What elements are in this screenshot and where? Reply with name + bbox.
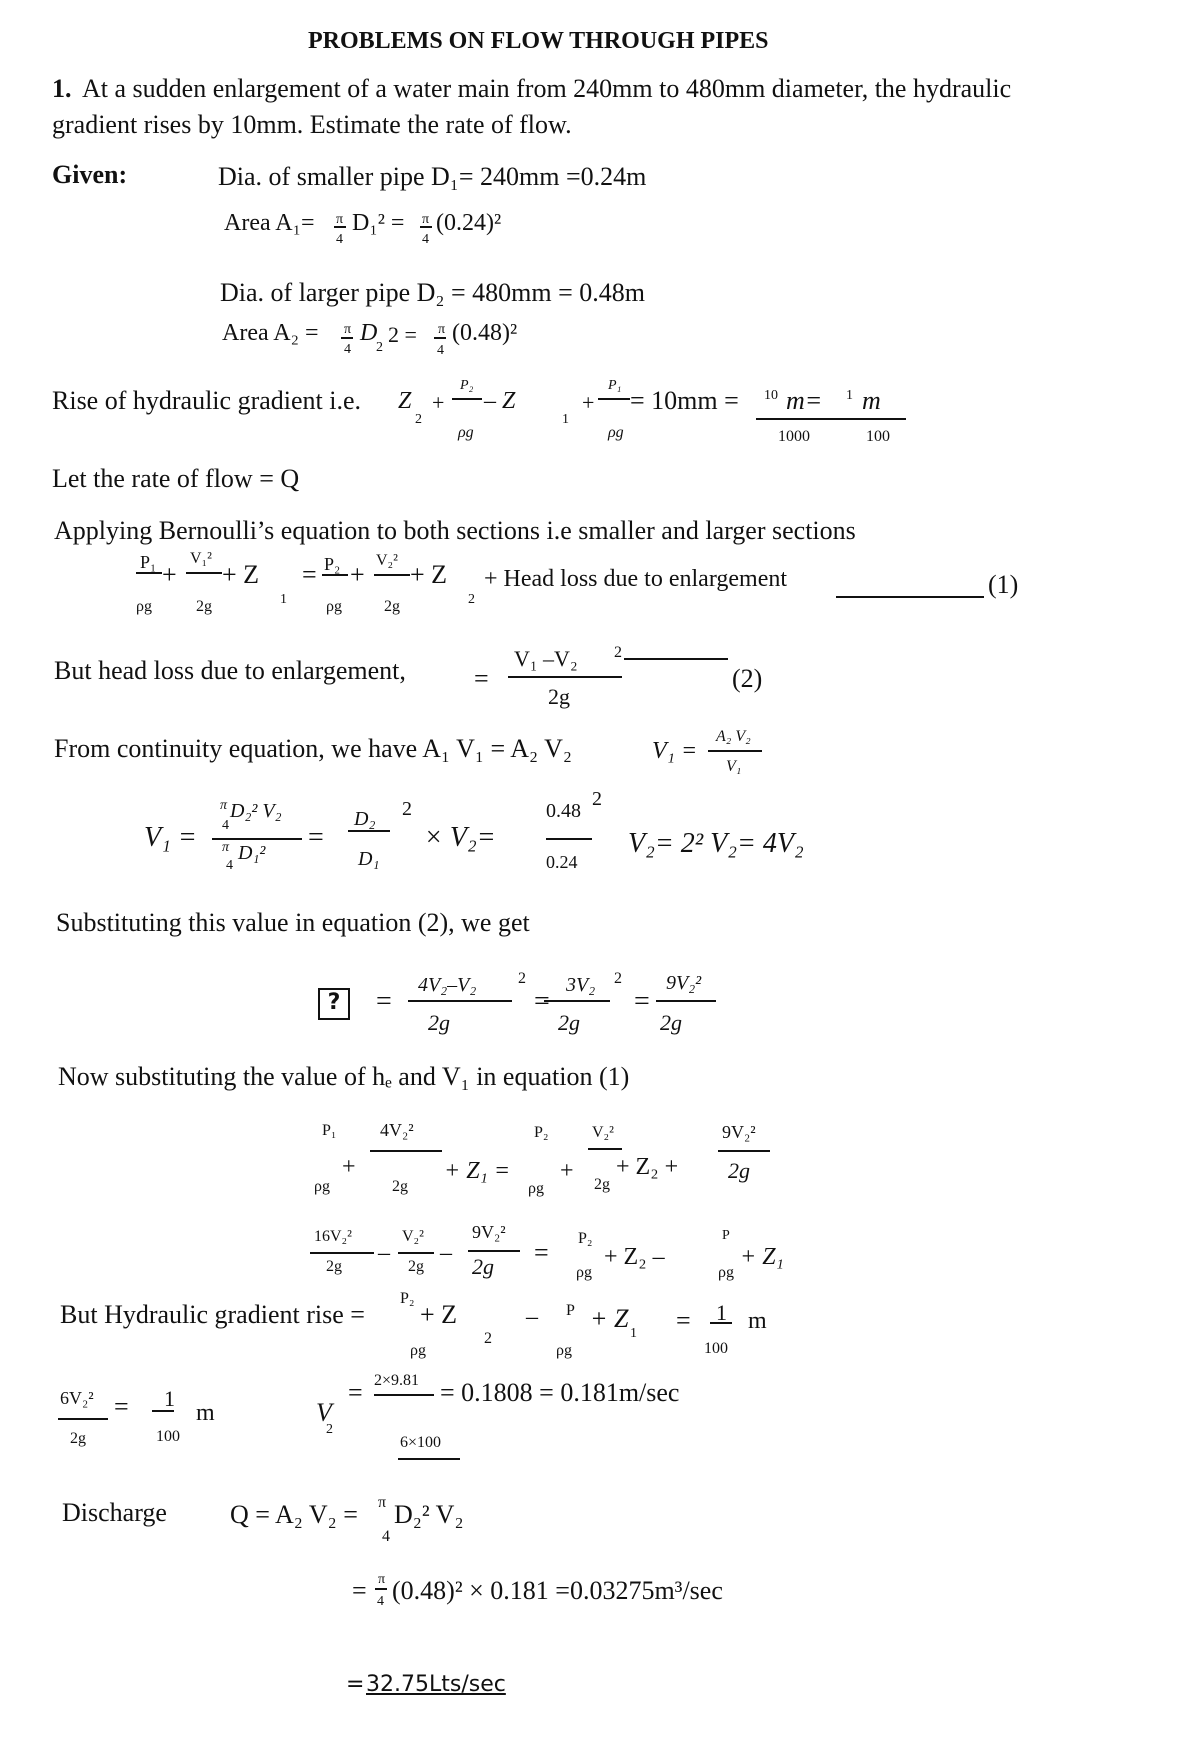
discharge-calc: (0.48)² × 0.181 =0.03275m³/sec	[392, 1576, 723, 1605]
discharge-frac-bar	[375, 1588, 387, 1590]
discharge-formula: Q = A₂ V₂ =	[230, 1500, 358, 1529]
eq3-v2-4: 4V₂²	[380, 1120, 414, 1140]
a1-pi-2: π	[422, 212, 430, 227]
page-title: PROBLEMS ON FLOW THROUGH PIPES	[308, 28, 769, 54]
eq4-v2sq: V₂²	[402, 1228, 424, 1245]
rise-p2: P₂	[460, 378, 474, 393]
subst-den-1: 2g	[428, 1010, 450, 1035]
loss-eq: =	[474, 664, 489, 693]
rise-thousand: 1000	[778, 428, 810, 445]
v1calc-den: D₁²	[238, 842, 266, 864]
eq3-2g-2: 2g	[594, 1176, 610, 1193]
eq4-plus-z2-minus: + Z₂ –	[604, 1244, 665, 1270]
bern-plus-1: +	[162, 560, 177, 589]
v2res-frac-bar-1	[58, 1418, 108, 1420]
a2-eq: 2 =	[388, 322, 417, 347]
subst-num-1: 4V₂–V₂	[418, 974, 477, 996]
cont-den: V₁	[726, 758, 742, 775]
rise-sub2: 2	[415, 412, 422, 427]
bern-tag-1: (1)	[988, 570, 1019, 599]
v2res-frac-den: 6×100	[400, 1434, 442, 1451]
v1calc-frac-bar-2	[348, 830, 390, 832]
v1calc-048: 0.48	[546, 800, 581, 822]
bern-sub2: 2	[468, 592, 475, 607]
bern-sub1: 1	[280, 592, 287, 607]
bern-rho-g-1: ρg	[136, 598, 152, 615]
rise-rho-g-2: ρg	[608, 424, 624, 441]
eq4-2g-1: 2g	[326, 1258, 342, 1275]
rate-of-flow: Let the rate of flow = Q	[52, 464, 300, 493]
rise-frac-bar-1	[452, 398, 482, 400]
continuity-text: From continuity equation, we have A₁ V₁ = A₂ V₂	[54, 734, 572, 763]
rise-ten: 10	[764, 388, 778, 403]
discharge-four-2: 4	[377, 1594, 384, 1609]
eq3-2g-1: 2g	[392, 1178, 408, 1195]
subst-num-3: 9V₂²	[666, 972, 702, 994]
subst-frac-bar-2	[544, 1000, 610, 1002]
cont-v1eq: V₁ =	[652, 738, 698, 764]
given-a1-lhs: Area A₁=	[224, 210, 315, 236]
v2res-frac-bar-3	[374, 1394, 434, 1396]
v1calc-d2: D₂	[354, 808, 376, 830]
rise-one: 1	[846, 388, 853, 403]
loss-frac-bar	[508, 676, 622, 678]
bernoulli-intro: Applying Bernoulli’s equation to both sections i.e smaller and larger sections	[54, 516, 856, 545]
discharge-four: 4	[382, 1528, 390, 1545]
eq3-v2-9: 9V₂²	[722, 1122, 756, 1142]
bern-p2: P₂	[324, 554, 341, 574]
v2res-v: V	[316, 1398, 332, 1427]
eq4-frac-bar-1	[310, 1252, 374, 1254]
discharge-d: D₂² V₂	[394, 1500, 464, 1529]
rise-z2: Z	[398, 388, 412, 414]
bern-plus-2: +	[350, 560, 365, 589]
rise-plus-2: +	[582, 390, 595, 415]
eq4-2g-3: 2g	[472, 1254, 494, 1279]
hgr-p2: P₂	[400, 1290, 415, 1307]
subst-eq-3: =	[634, 986, 650, 1017]
eq3-rho-g-2: ρg	[528, 1180, 544, 1197]
subst-eq-2: =	[534, 986, 550, 1017]
v2res-num: 6V₂²	[60, 1388, 94, 1408]
v2res-one: 1	[164, 1386, 175, 1411]
hgr-rho-g-1: ρg	[410, 1342, 426, 1359]
rise-plus: +	[432, 390, 445, 415]
eq4-rho-g-2: ρg	[718, 1264, 734, 1281]
discharge-final: 32.75Lts/sec	[366, 1672, 506, 1697]
bern-rho-g-2: ρg	[326, 598, 342, 615]
rise-label: Rise of hydraulic gradient i.e.	[52, 386, 362, 415]
v1calc-d1: D₁	[358, 848, 380, 870]
v1calc-frac-bar-3	[546, 838, 592, 840]
hgr-plus-z: + Z	[420, 1300, 458, 1329]
hgr-one: 1	[716, 1300, 727, 1325]
eq4-p: P	[722, 1228, 730, 1243]
bern-bar-2	[186, 572, 222, 574]
a2-four: 4	[344, 342, 351, 357]
given-a2-val: (0.48)²	[452, 320, 518, 346]
a2-two: 2	[376, 340, 383, 355]
bern-bar-4	[374, 574, 410, 576]
subst-sq-1: 2	[518, 970, 526, 987]
eq4-frac-bar-3	[468, 1250, 520, 1252]
bern-underline	[836, 596, 984, 598]
bern-head-loss: + Head loss due to enlargement	[484, 566, 788, 592]
a1-four: 4	[336, 232, 343, 247]
bern-v1sq: V₁²	[190, 550, 212, 567]
hgr-frac-bar	[710, 1322, 732, 1324]
v2res-eq: =	[114, 1392, 129, 1421]
rise-m-eq: m=	[786, 386, 823, 415]
eq3-frac-bar-3	[718, 1150, 770, 1152]
eq4-minus-2: –	[440, 1240, 452, 1266]
hgr-plus-z1: + Z	[590, 1304, 629, 1333]
eq4-eq: =	[534, 1238, 549, 1267]
v2res-frac-num: 2×9.81	[374, 1372, 420, 1389]
eq4-16v2: 16V₂²	[314, 1228, 352, 1245]
eq3-plus-1: +	[342, 1154, 356, 1180]
given-d1: Dia. of smaller pipe D₁= 240mm =0.24m	[218, 162, 647, 191]
a2-pi-2: π	[438, 322, 446, 337]
v1calc-four-1: 4	[222, 818, 229, 833]
loss-label: But head loss due to enlargement,	[54, 656, 406, 685]
discharge-label: Discharge	[62, 1498, 167, 1527]
v1calc-lhs: V₁ =	[144, 822, 197, 853]
eq3-frac-bar-1	[370, 1150, 442, 1152]
eq3-p2: P₂	[534, 1124, 549, 1141]
subst-frac-bar-3	[656, 1000, 716, 1002]
subst-den-2: 2g	[558, 1010, 580, 1035]
subst-sq-2: 2	[614, 970, 622, 987]
loss-tail-line	[624, 658, 728, 660]
discharge-eq-prefix: =	[352, 1576, 367, 1605]
bern-bar-3	[322, 574, 348, 576]
problem-number: 1.	[52, 74, 72, 103]
loss-num: V₁ –V₂	[514, 646, 578, 671]
loss-tag-2: (2)	[732, 664, 763, 693]
v1calc-result: V₂= 2² V₂= 4V₂	[628, 828, 804, 859]
rise-p1: P₁	[608, 378, 622, 393]
loss-den: 2g	[548, 684, 570, 709]
eq4-rho-g-1: ρg	[576, 1264, 592, 1281]
subst-num-2: 3V₂	[566, 974, 596, 996]
v2res-result: = 0.1808 = 0.181m/sec	[440, 1378, 680, 1407]
eq4-plus-z1: + Z₁	[740, 1244, 784, 1270]
now-text: Now substituting the value of hₑ and V₁ in equation (1)	[58, 1062, 630, 1091]
subst-den-3: 2g	[660, 1010, 682, 1035]
hgr-p: P	[566, 1302, 575, 1319]
bern-2g-1: 2g	[196, 598, 212, 615]
bern-v2sq: V₂²	[376, 552, 398, 569]
missing-symbol-box: ?	[318, 988, 350, 1020]
loss-sq: 2	[614, 644, 622, 661]
subst-eq-1: =	[376, 986, 392, 1017]
v1calc-eq: =	[308, 822, 324, 853]
bern-plus-z-2: + Z	[410, 560, 448, 589]
eq3-p1: P₁	[322, 1122, 337, 1139]
bern-eq: =	[302, 560, 317, 589]
eq4-frac-bar-2	[398, 1252, 434, 1254]
eq3-rho-g-1: ρg	[314, 1178, 330, 1195]
subst-frac-bar-1	[408, 1000, 512, 1002]
a2-four-2: 4	[437, 343, 444, 358]
a2-pi: π	[344, 322, 352, 337]
a2-frac-bar	[341, 337, 353, 339]
rise-frac-bar-2	[598, 398, 630, 400]
eq3-plus-2: +	[560, 1158, 574, 1184]
a1-frac-bar-2	[420, 226, 432, 228]
discharge-pi: π	[378, 1494, 387, 1511]
hgr-m: m	[748, 1308, 767, 1334]
v2res-frac-bar-2	[152, 1410, 174, 1412]
given-a1-val: (0.24)²	[436, 210, 502, 236]
v1calc-times: × V₂=	[424, 822, 496, 853]
eq4-9v2: 9V₂²	[472, 1222, 506, 1242]
eq4-p2: P₂	[578, 1230, 593, 1247]
hgr-sub1: 1	[630, 1326, 637, 1341]
bern-p1: P₁	[140, 552, 157, 572]
subst-text: Substituting this value in equation (2), we get	[56, 908, 530, 937]
rise-sub1: 1	[562, 412, 569, 427]
eq3-v2sq: V₂²	[592, 1124, 614, 1141]
v1calc-num: D₂² V₂	[230, 800, 282, 822]
a2-d: D	[360, 320, 378, 346]
cont-num: A₂ V₂	[716, 728, 751, 745]
v2res-sub2: 2	[326, 1422, 333, 1437]
rise-hundred: 100	[866, 428, 890, 445]
cont-frac-bar	[708, 750, 762, 752]
a1-four-2: 4	[422, 232, 429, 247]
v2res-m: m	[196, 1400, 215, 1426]
eq3-frac-bar-2	[588, 1148, 622, 1150]
a1-frac-bar	[334, 226, 346, 228]
given-label: Given:	[52, 160, 128, 189]
v1calc-den-pi: π	[222, 840, 230, 855]
bern-2g-2: 2g	[384, 598, 400, 615]
hgr-label: But Hydraulic gradient rise =	[60, 1300, 365, 1329]
bern-bar-1	[136, 572, 162, 574]
a1-pi: π	[336, 212, 344, 227]
v2res-eq-2: =	[348, 1378, 363, 1407]
hgr-hundred: 100	[704, 1340, 728, 1357]
problem-line-1: At a sudden enlargement of a water main from 240mm to 480mm diameter, the hydraulic	[82, 74, 1012, 103]
hgr-minus: –	[526, 1304, 538, 1330]
v1calc-024: 0.24	[546, 852, 578, 872]
given-d2: Dia. of larger pipe D₂ = 480mm = 0.48m	[220, 278, 645, 307]
rise-minus-z: – Z	[484, 388, 516, 414]
rise-frac-bar-3	[756, 418, 906, 420]
rise-rho-g-1: ρg	[458, 424, 474, 441]
rise-eq: = 10mm =	[630, 386, 739, 415]
v2res-hundred: 100	[156, 1428, 180, 1445]
eq3-2g-3: 2g	[728, 1158, 750, 1183]
discharge-pi-2: π	[378, 1572, 386, 1587]
hgr-eq: =	[676, 1306, 691, 1335]
given-a2-lhs: Area A₂ =	[222, 320, 319, 346]
rise-m: m	[862, 386, 881, 415]
a2-frac-bar-2	[434, 337, 446, 339]
v1calc-sq-1: 2	[402, 798, 412, 820]
eq4-minus-1: –	[378, 1240, 390, 1266]
eq3-plus-z2: + Z₂ +	[616, 1154, 679, 1180]
v1calc-four-2: 4	[226, 858, 233, 873]
hgr-rho-g-2: ρg	[556, 1342, 572, 1359]
v1calc-sq-2: 2	[592, 788, 602, 810]
problem-line-2: gradient rises by 10mm. Estimate the rate of flow.	[52, 110, 572, 139]
hgr-sub2: 2	[484, 1330, 492, 1347]
v1calc-num-pi: π	[220, 798, 228, 813]
given-a1-d: D₁² =	[352, 210, 405, 236]
discharge-final-eq: =	[346, 1672, 365, 1697]
eq3-plus-z1: + Z₁ =	[444, 1158, 511, 1184]
v2res-den: 2g	[70, 1430, 86, 1447]
v2res-underline	[398, 1458, 460, 1460]
bern-plus-z-1: + Z	[222, 560, 260, 589]
eq4-2g-2: 2g	[408, 1258, 424, 1275]
